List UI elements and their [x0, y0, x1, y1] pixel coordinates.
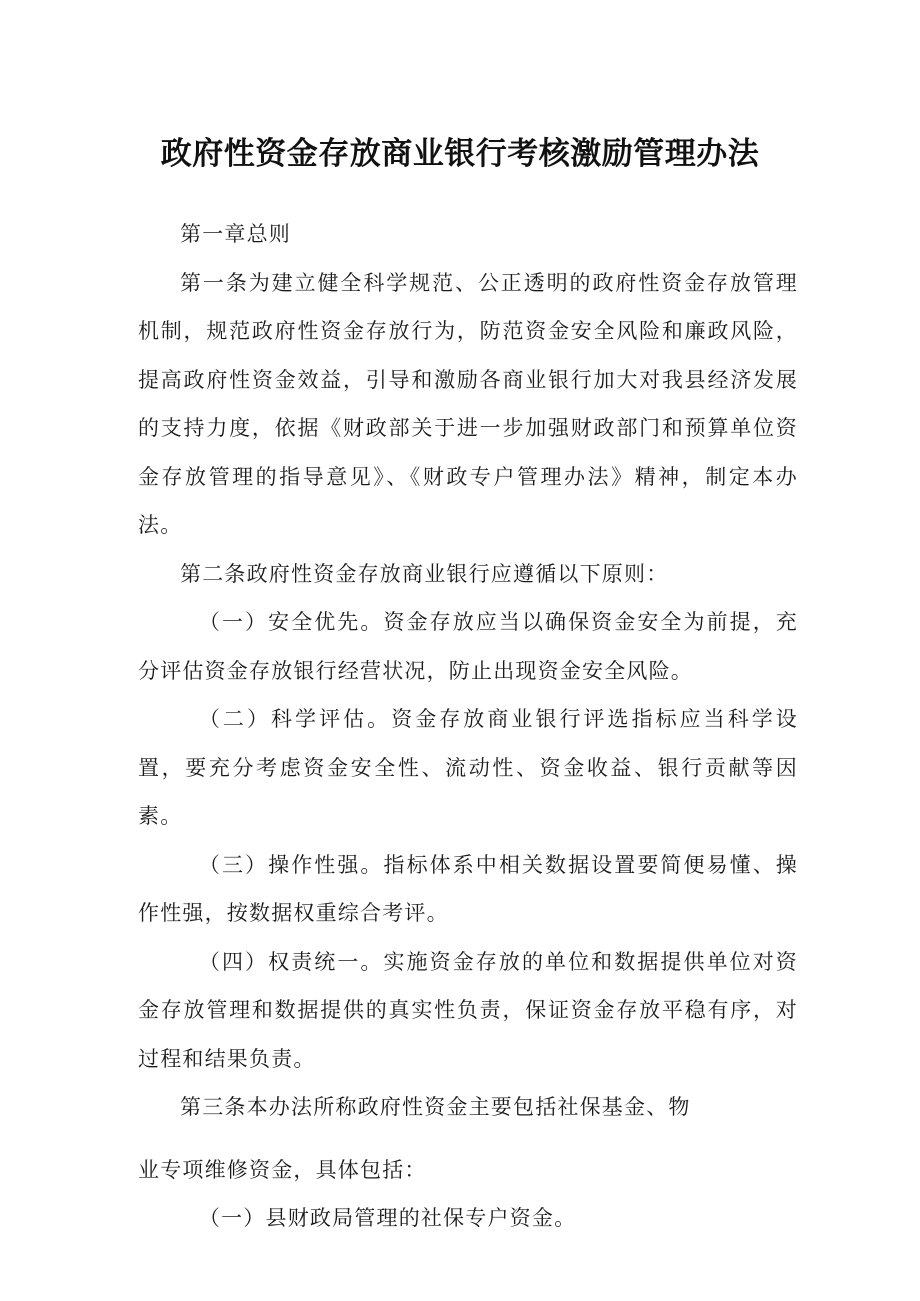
document-title: 政府性资金存放商业银行考核激励管理办法 [160, 136, 760, 172]
chapter-heading: 第一章总则 [180, 222, 291, 246]
principle-2: （二）科学评估。资金存放商业银行评选指标应当科学设置，要充分考虑资金安全性、流动性、资金收益、银行贡献等因素。 [138, 707, 798, 828]
article-3-continued: 业专项维修资金，具体包括： [138, 1157, 427, 1182]
principle-3: （三）操作性强。指标体系中相关数据设置要简便易懂、操作性强，按数据权重综合考评。 [138, 852, 798, 925]
article-3: 第三条本办法所称政府性资金主要包括社保基金、物 [180, 1095, 691, 1119]
document-body [138, 210, 798, 1243]
article-1: 第一条为建立健全科学规范、公正透明的政府性资金存放管理机制，规范政府性资金存放行为，防范资金安全风险和廉政风险，提高政府性资金效益，引导和激励各商业银行加大对我县经济发展的支持力度，依据《财政部关于进一步加强财政部门和预算单位资金存放管理的指导意见》、《财政专户管理办法》精神，制定本办法。 [138, 270, 798, 537]
article-2: 第二条政府性资金存放商业银行应遵循以下原则： [180, 561, 669, 586]
principle-1: （一）安全优先。资金存放应当以确保资金安全为前提，充分评估资金存放银行经营状况，防止出现资金安全风险。 [138, 610, 798, 683]
principle-4: （四）权责统一。实施资金存放的单位和数据提供单位对资金存放管理和数据提供的真实性负责，保证资金存放平稳有序，对过程和结果负责。 [138, 949, 798, 1071]
fund-item-1: （一）县财政局管理的社保专户资金。 [198, 1206, 577, 1230]
